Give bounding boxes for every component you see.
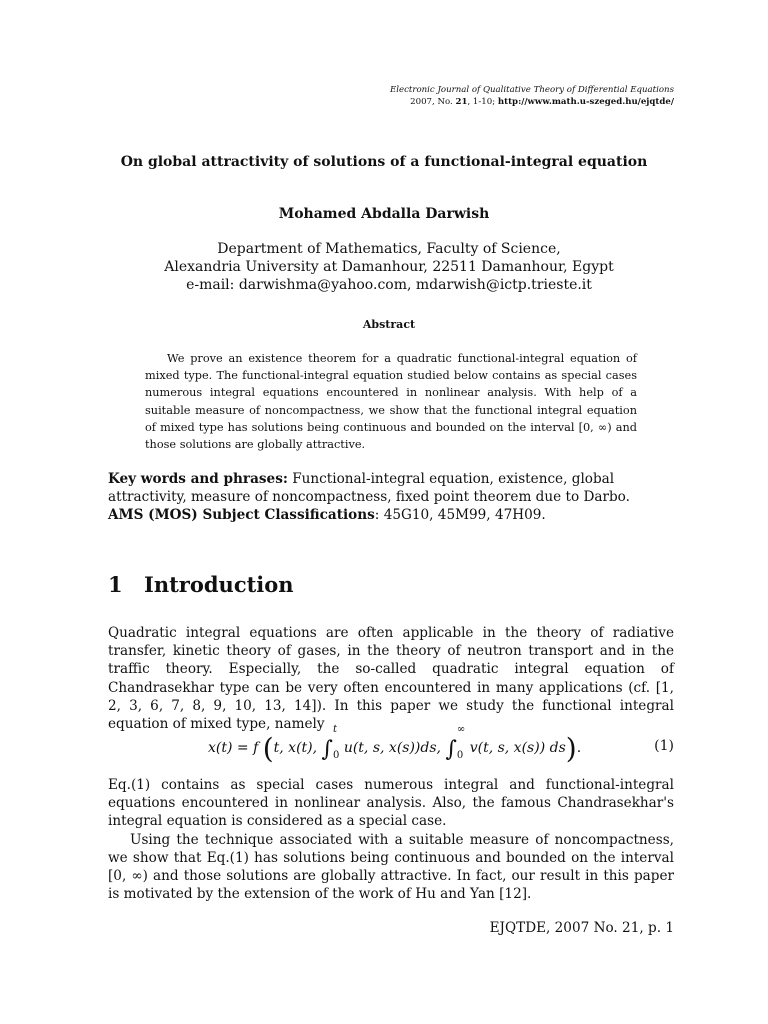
section-number: 1 (108, 572, 123, 597)
journal-url[interactable]: http://www.math.u-szeged.hu/ejqtde/ (497, 97, 674, 107)
paragraph-2: Eq.(1) contains as special cases numerous integral and functional-integral equations encountered in nonlinear analysis. Also, the famous Chandrasekhar's integral equation is considered as a special case. (108, 777, 674, 830)
journal-name: Electronic Journal of Qualitative Theory of Differential Equations (389, 85, 674, 95)
integral-2-lower: 0 (456, 750, 464, 761)
abstract-heading: Abstract (362, 318, 416, 331)
integral-1-limits (333, 724, 340, 762)
abstract-text: We prove an existence theorem for a quadratic functional-integral equation of mixed type. The functional-integral equation studied below contains as special cases numerous integral equations encountered in nonlinear analysis. With help of a suitable measure of noncompactness, we show that the functional integral equation of mixed type has solutions being continuous and bounded on the interval [0, ∞) and those solutions are globally attractive. (145, 352, 637, 452)
left-paren: ( (262, 732, 274, 765)
intro-paragraph-block (108, 624, 674, 733)
section-title: Introduction (144, 572, 294, 597)
equation-1 (108, 724, 674, 768)
integrand-2: v(t, s, x(s)) ds (469, 740, 566, 756)
author-name: Mohamed Abdalla Darwish (278, 206, 490, 222)
affiliation-line-1: Department of Mathematics, Faculty of Science, (217, 241, 561, 257)
body-paragraphs (108, 776, 674, 903)
integral-2-upper: ∞ (456, 724, 466, 735)
affiliation (0, 240, 768, 294)
paper-title: On global attractivity of solutions of a functional-integral equation (120, 154, 648, 170)
right-paren: ) (565, 732, 577, 765)
paragraph-3: Using the technique associated with a suitable measure of noncompactness, we show that Eq.(1) has solutions being continuous and bounded on the interval [0, ∞) and those solutions are globally attractive. In fact, our result in this paper is motivated by the extension of the work of Hu and Yan [12]. (108, 831, 674, 903)
ams-label: AMS (MOS) Subject Classifications (108, 507, 375, 523)
equation-number: (1) (654, 738, 674, 754)
equation-end: . (576, 740, 582, 756)
intro-paragraph: Quadratic integral equations are often applicable in the theory of radiative transfer, kinetic theory of gases, in the theory of neutron transport and in the traffic theory. Especially, the so-called quadratic integral equation of Chandrasekhar type can be very often encountered in many applications (cf. [1, 2, 3, 6, 7, 8, 9, 10, 13, 14]). In this paper we study the functional integral equation of mixed type, namely (108, 625, 674, 733)
equation-math (208, 724, 582, 765)
keywords (108, 470, 676, 506)
abstract-body (145, 350, 637, 453)
journal-pages: , 1-10; (467, 97, 496, 107)
integrand-1: u(t, s, x(s))ds, (343, 740, 441, 756)
ams-classification (108, 506, 676, 524)
keywords-label: Key words and phrases: (108, 471, 288, 487)
affiliation-email: e-mail: darwishma@yahoo.com, mdarwish@ictp.trieste.it (186, 277, 592, 293)
ams-text: : 45G10, 45M99, 47H09. (374, 507, 546, 523)
page-footer: EJQTDE, 2007 No. 21, p. 1 (489, 920, 674, 936)
equation-lhs: x(t) = f (208, 740, 259, 756)
equation-arg1: t, x(t), (273, 740, 318, 756)
journal-year: 2007, No. (410, 97, 453, 107)
affiliation-line-2: Alexandria University at Damanhour, 22511 Damanhour, Egypt (164, 259, 614, 275)
journal-citation (254, 96, 674, 108)
section-heading (108, 572, 294, 597)
keywords-text: Functional-integral equation, existence, global attractivity, measure of noncompactness, fixed point theorem due to Darbo. (108, 471, 630, 505)
journal-header (254, 84, 674, 108)
integral-1-lower: 0 (333, 750, 340, 761)
integral-1-upper: t (333, 724, 338, 735)
journal-issue: 21 (455, 97, 468, 107)
integral-2-limits (456, 724, 466, 762)
integral-sign-1: ∫ (321, 737, 333, 762)
keywords-block (108, 470, 676, 524)
integral-sign-2: ∫ (445, 737, 457, 762)
